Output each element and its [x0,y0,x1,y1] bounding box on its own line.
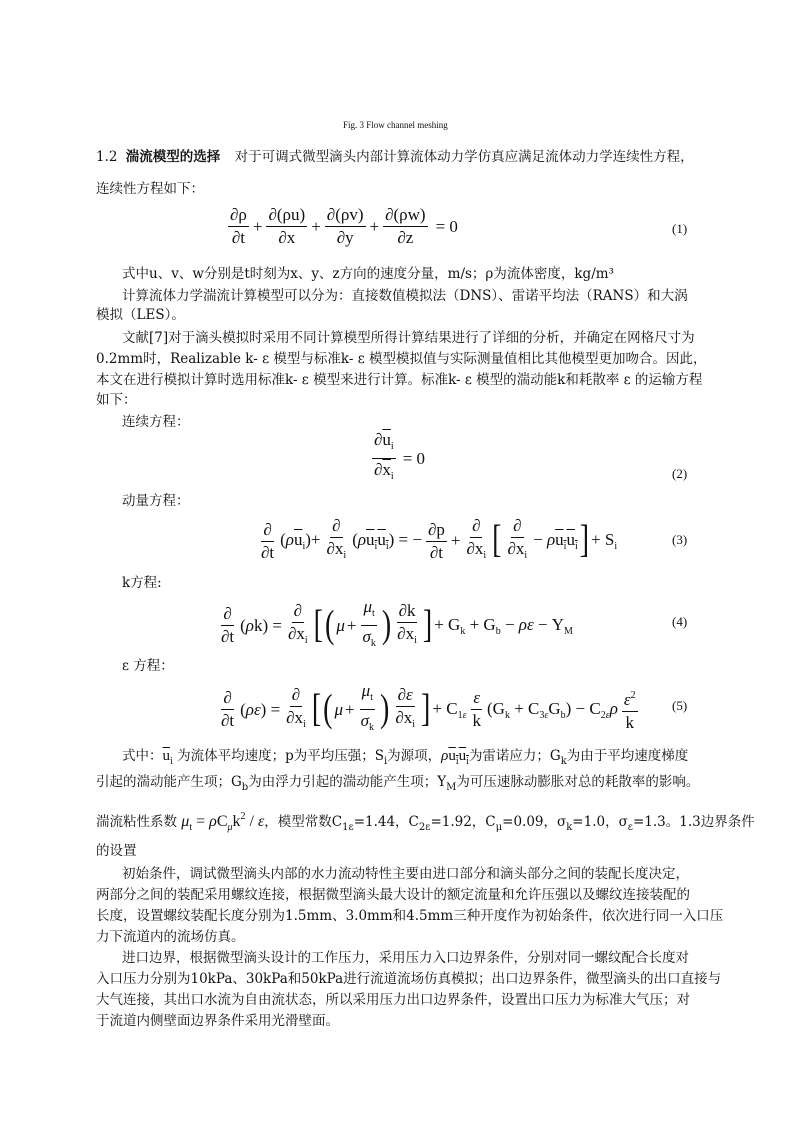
numerator: ∂(ρu) [266,205,307,227]
paragraph-line: 本文在进行模拟计算时选用标准k- ε 模型来进行计算。标准k- ε 模型的湍动能k和耗散率 ε 的运输方程 [96,372,703,388]
section-intro: 对于可调式微型滴头内部计算流体动力学仿真应满足流体动力学连续性方程， [234,149,694,165]
text: 为由于平均速度梯度 [566,748,689,764]
text: 为由浮力引起的湍动能产生项；Y [248,774,447,790]
denominator: ∂y [336,228,354,247]
label-epsilon: ε 方程： [122,658,174,674]
equation-4: $\frac{\partial}{\partial t}$ (ρk) = $\frac{\partial}{\partial x_i}$ [ ( μ + $\frac{\mu_t}{\sigma_k}$ ) $\frac{\partial k}{\partial x_i}$ ] + $G_k + G_b - \rho\varepsilon - Y_M$ [221,597,573,649]
numerator: ∂ρ [228,205,249,227]
paragraph-line: 大气连接，其出口水流为自由流状态，所以采用压力出口边界条件，设置出口压力为标准大气压；对 [96,992,690,1008]
paragraph-line: 于流道内侧壁面边界条件采用光滑壁面。 [96,1013,339,1029]
equation-rhs: = 0 [435,216,458,236]
text: 湍流粘性系数 [96,814,177,830]
paragraph-line: 进口边界，根据微型滴头设计的工作压力，采用压力入口边界条件，分别对同一螺纹配合长度对 [122,950,689,966]
equation-5: $\frac{\partial}{\partial t}$ (ρε) = $\frac{\partial}{\partial x_i}$ [ ( μ + $\frac{\mu_t}{\sigma_k}$ ) $\frac{\partial\varepsilon}{\partial x_i}$ ] + $C_{1\varepsilon}$ $\frac{\varepsilon}{k}$ $(G_k + C_{3\varepsilon}G_b) - C_{2\varepsilon}\rho$ $\frac{\varepsilon^2}{k}$ [221,681,636,733]
fraction [383,205,427,248]
figure-caption: Fig. 3 Flow channel meshing [343,120,448,130]
paragraph-line: 0.2mm时，Realizable k- ε 模型与标准k- ε 模型模拟值与实际测量值相比其他模型更加吻合。因此， [96,351,707,367]
paragraph-line: 力下流道内的流场仿真。 [96,929,245,945]
fraction [266,205,307,248]
denominator: ∂z [397,228,414,247]
paragraph-line: 模拟（LES）。 [96,307,185,323]
equation-1: $\frac{\partial\rho}{\partial t}$ + $\frac{\partial(\rho u)}{\partial x}$ + $\frac{\partial(\rho v)}{\partial y}$ + $\frac{\partial(\rho w)}{\partial z}$ = 0 [230,205,458,247]
equation-3: $\frac{\partial}{\partial t}$ $(\rho\overline{u}_i)+$ $\frac{\partial}{\partial x_i}$ $(\rho u_iu_i)$ = − $\frac{\partial p}{\partial t}$ + $\frac{\partial}{\partial x_i}$ [ $\frac{\partial}{\partial x_i}$ − $\rho u_iu_i$ ] + $S_i$ [261,516,618,562]
label-momentum: 动量方程： [122,493,190,509]
description-line-3: 湍流粘性系数 $\mu_t = \rho C_\mu k^2 / \varepsilon$，模型常数$C_{1\varepsilon}=1.44$，$C_{2\varepsilon}=1.92$，$C_\mu=0.09$，$\sigma_k=1.0$，$\sigma_\varepsilon=1.3$。1.3边界条件 [96,811,755,833]
text: 为源项， [387,748,442,764]
text: =0.09，σ [502,814,567,830]
text: 为雷诺应力；G [468,748,561,764]
description-line-2: 引起的湍动能产生项；$G_b$为由浮力引起的湍动能产生项；$Y_M$为可压速脉动膨胀对总的耗散率的影响。 [96,774,700,793]
text: 式中： [122,748,163,764]
text: 引起的湍动能产生项；G [96,774,242,790]
text: 为流体平均速度；p为平均压强；S [177,748,384,764]
paragraph-line: 两部分之间的装配采用螺纹连接，根据微型滴头最大设计的额定流量和允许压强以及螺纹连接装配的 [96,887,690,903]
equation-number: (1) [672,221,688,236]
paragraph-line: 连续性方程如下： [96,181,204,197]
numerator: ∂(ρv) [325,205,366,227]
text: =1.0，σ [572,814,628,830]
paragraph-line: 文献[7]对于滴头模拟时采用不同计算模型所得计算结果进行了详细的分析，并确定在网格尺寸为 [122,330,695,346]
section-title: 湍流模型的选择 [125,149,221,165]
equation-2: $\frac{\partial\overline{u}_i}{\partial\overline{x}_i}$ = 0 [374,430,426,482]
equation-number: (4) [672,614,688,629]
text: =1.44，C [353,814,419,830]
denominator: ∂t [231,228,245,247]
description-line-1: 式中：$\overline{u}_i$ 为流体平均速度；p为平均压强；$S_i$为源项，$\rho u_iu_i$为雷诺应力；$G_k$为由于平均速度梯度 [122,748,689,767]
denominator: ∂x [278,228,296,247]
numerator: ∂(ρw) [383,205,427,227]
equation-number: (3) [672,532,688,547]
text: ，模型常数C [264,814,343,830]
section-heading-line [96,147,694,167]
paragraph-line: 式中u、v、w分别是t时刻为x、y、z方向的速度分量，m/s；ρ为流体密度，kg/m³ [122,266,614,282]
paragraph-line: 如下： [96,392,137,408]
fraction [228,205,249,248]
label-k: k方程: [122,575,162,591]
text: =1.3。1.3边界条件 [632,814,755,830]
text: =1.92，C [430,814,496,830]
paragraph-line: 的设置 [96,843,137,859]
text: 为可压速脉动膨胀对总的耗散率的影响。 [456,774,700,790]
equation-rhs: = 0 [402,448,426,468]
fraction [325,205,366,248]
paragraph-line: 长度，设置螺纹装配长度分别为1.5mm、3.0mm和4.5mm三种开度作为初始条件，依次进行同一入口压 [96,908,724,924]
paragraph-line: 计算流体力学湍流计算模型可以分为：直接数值模拟法（DNS）、雷诺平均法（RANS）和大涡 [122,288,688,304]
paragraph-line: 初始条件，调试微型滴头内部的水力流动特性主要由进口部分和滴头部分之间的装配长度决定， [122,866,689,882]
equation-number: (5) [672,698,688,713]
equation-number: (2) [672,466,688,481]
label-continuity: 连续方程： [122,414,190,430]
paragraph-line: 入口压力分别为10kPa、30kPa和50kPa进行流道流场仿真模拟；出口边界条件，微型滴头的出口直接与 [96,971,722,987]
section-number: 1.2 [96,149,118,165]
